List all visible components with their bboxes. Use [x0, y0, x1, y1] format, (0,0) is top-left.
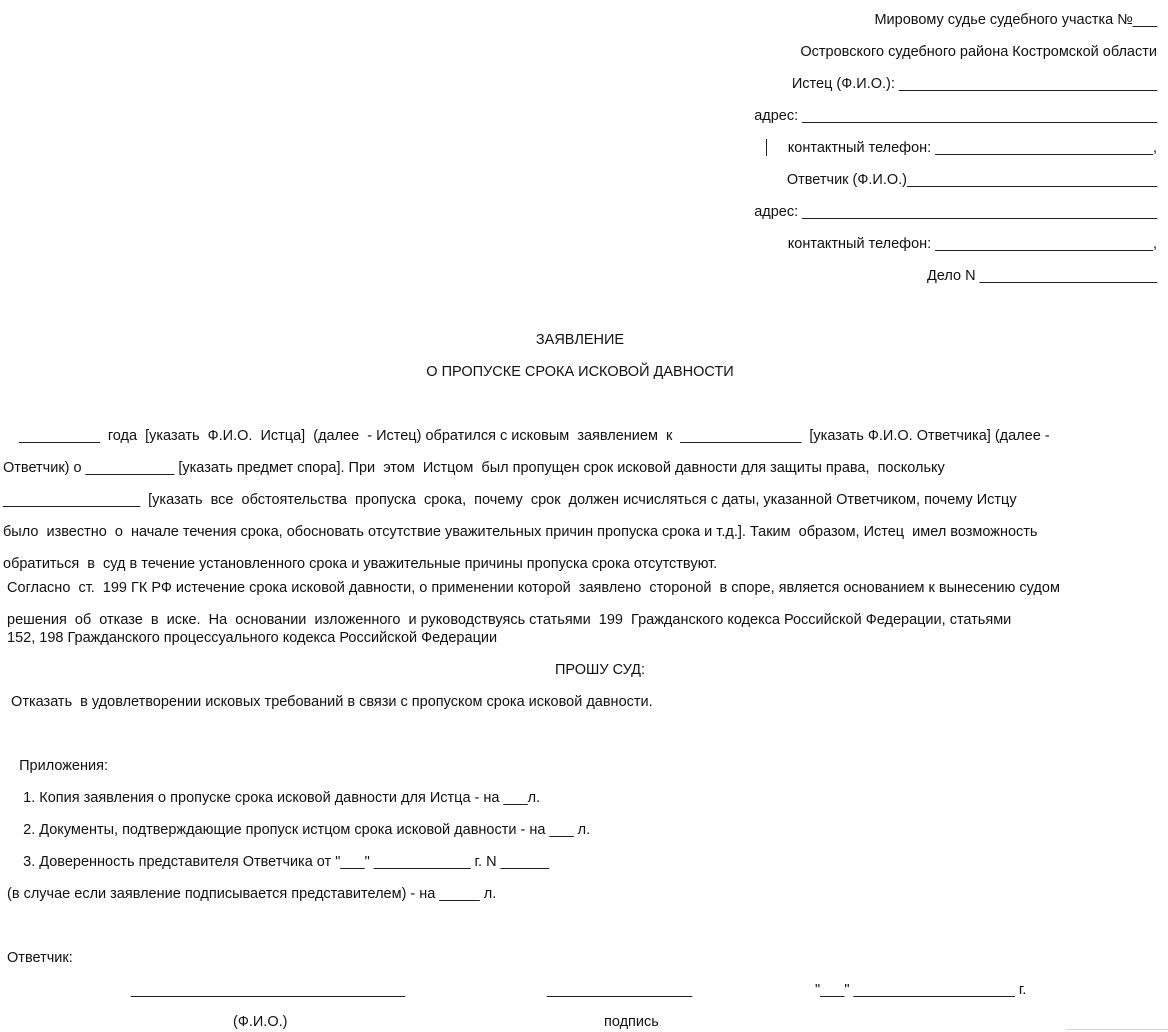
body-paragraph-1-line-3: _________________ [указать все обстоятельства пропуска срока, почему срок должен исчисляться с даты, указанной Ответчиком, почему Истцу	[3, 492, 1017, 508]
body-paragraph-2-line-2: решения об отказе в иске. На основании изложенного и руководствуясь статьями 199 Гражданского кодекса Российской Федерации, статьями	[3, 612, 1012, 628]
petition-request: Отказать в удовлетворении исковых требований в связи с пропуском срока исковой давности.	[3, 694, 653, 710]
body-paragraph-1-line-2: Ответчик) о ___________ [указать предмет спора]. При этом Истцом был пропущен срок исковой давности для защиты права, поскольку	[3, 460, 945, 476]
attachment-item-1: 1. Копия заявления о пропуске срока исковой давности для Истца - на ___л.	[3, 790, 541, 806]
signature-sign-line[interactable]: __________________	[547, 982, 693, 998]
attachment-item-3: 3. Доверенность представителя Ответчика от "___" ____________ г. N ______	[3, 854, 550, 870]
petition-heading: ПРОШУ СУД:	[555, 662, 645, 678]
defendant-name-field[interactable]: Ответчик (Ф.И.О.)_______________________________	[786, 172, 1157, 188]
signature-date-line[interactable]: "___" ____________________ г.	[815, 982, 1027, 998]
signature-name-line[interactable]: __________________________________	[131, 982, 406, 998]
signature-role-label: Ответчик:	[3, 950, 73, 966]
signature-name-caption: (Ф.И.О.)	[233, 1014, 288, 1030]
body-paragraph-2-line-3: 152, 198 Гражданского процессуального кодекса Российской Федерации	[3, 630, 498, 646]
document-title: ЗАЯВЛЕНИЕ	[535, 332, 625, 348]
plaintiff-address-field[interactable]: адрес: ____________________________________________	[754, 108, 1157, 124]
document-subtitle: О ПРОПУСКЕ СРОКА ИСКОВОЙ ДАВНОСТИ	[426, 364, 734, 380]
addressee-line-2: Островского судебного района Костромской области	[800, 44, 1157, 60]
attachment-item-2: 2. Документы, подтверждающие пропуск истцом срока исковой давности - на ___ л.	[3, 822, 591, 838]
attachments-heading: Приложения:	[3, 758, 108, 774]
addressee-line-1: Мировому судье судебного участка №___	[874, 12, 1157, 28]
case-number-field[interactable]: Дело N ______________________	[926, 268, 1157, 284]
defendant-phone-field[interactable]: контактный телефон: ___________________________,	[787, 236, 1157, 252]
page-corner-divider	[1066, 1029, 1168, 1030]
plaintiff-name-field[interactable]: Истец (Ф.И.О.): ________________________________	[791, 76, 1157, 92]
text-cursor	[766, 139, 767, 156]
defendant-address-field[interactable]: адрес: ____________________________________________	[754, 204, 1157, 220]
signature-sign-caption: подпись	[604, 1014, 659, 1030]
plaintiff-phone-field[interactable]: контактный телефон: ___________________________,	[787, 140, 1157, 156]
body-paragraph-1-line-1: __________ года [указать Ф.И.О. Истца] (далее - Истец) обратился с исковым заявлением к _______________ [указать Ф.И.О. Ответчика] (далее -	[3, 428, 1050, 444]
attachment-item-3-note: (в случае если заявление подписывается представителем) - на _____ л.	[3, 886, 497, 902]
body-paragraph-1-line-5: обратиться в суд в течение установленного срока и уважительные причины пропуска срока отсутствуют.	[3, 556, 718, 572]
body-paragraph-1-line-4: было известно о начале течения срока, обосновать отсутствие уважительных причин пропуска срока и т.д.]. Таким образом, Истец имел возможность	[3, 524, 1038, 540]
body-paragraph-2-line-1: Согласно ст. 199 ГК РФ истечение срока исковой давности, о применении которой заявлено стороной в споре, является основанием к вынесению судом	[3, 580, 1060, 596]
